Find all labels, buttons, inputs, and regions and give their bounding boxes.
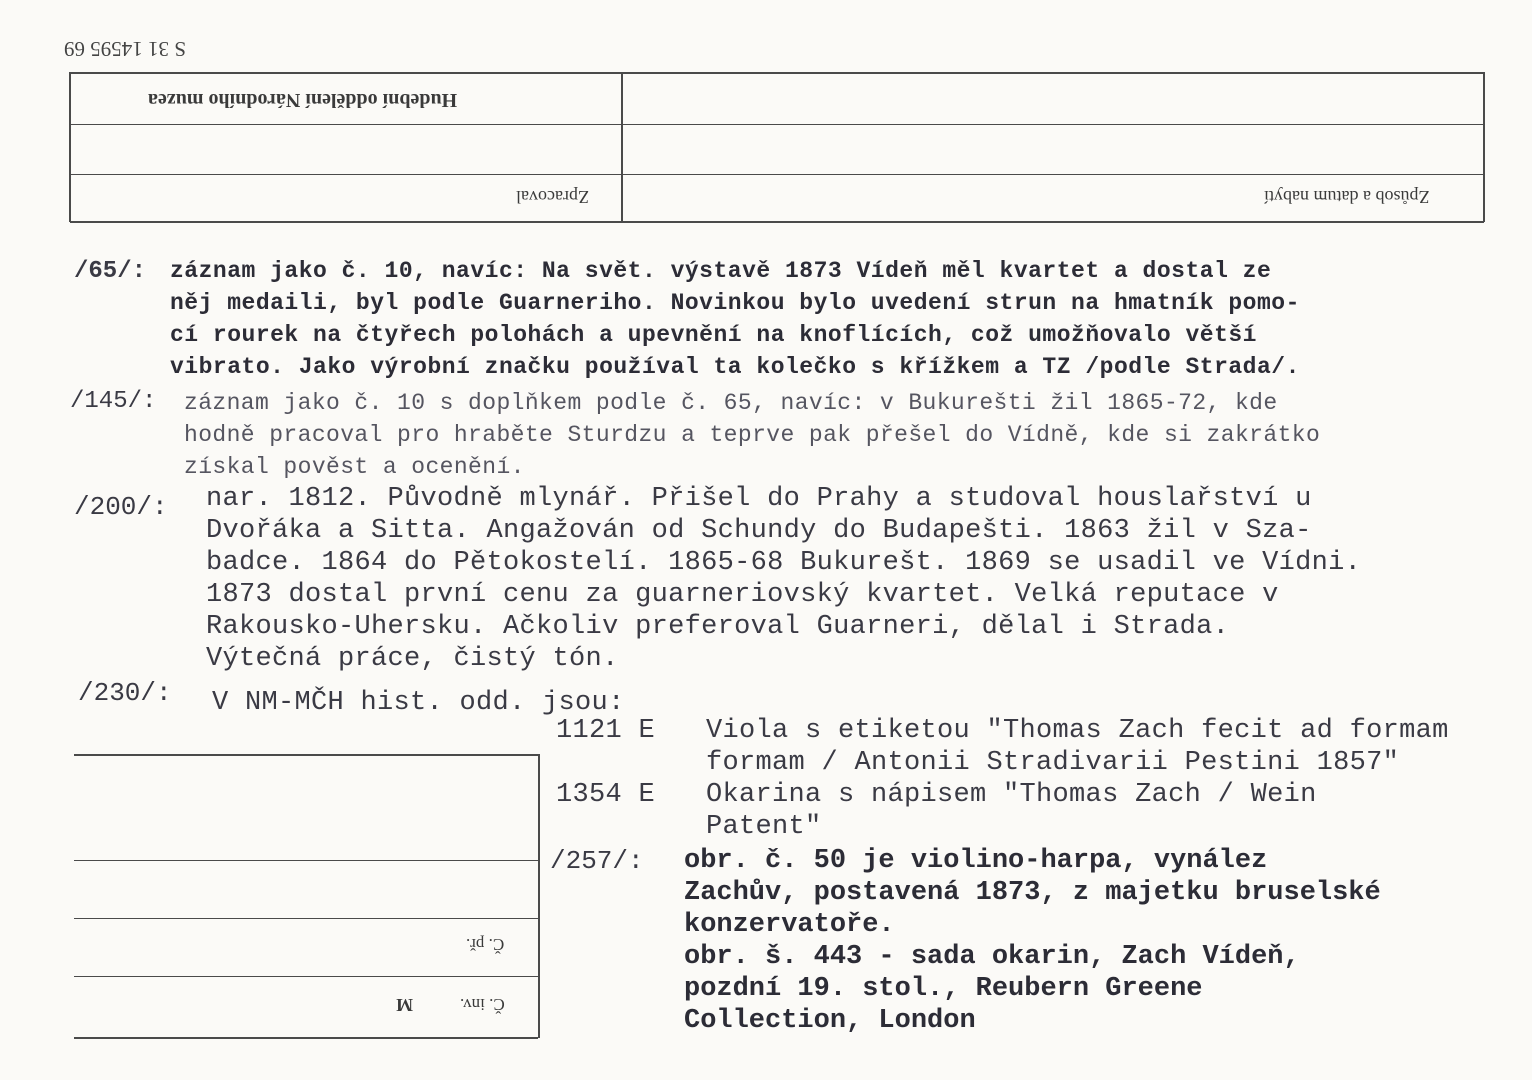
form-center-divider xyxy=(621,72,623,222)
box-right-border xyxy=(538,754,540,1038)
accession-number-label: Č. př. xyxy=(466,935,505,954)
item-line: formam / Antonii Stradivarii Pestini 1857" xyxy=(706,748,1400,778)
item-id: 1354 E xyxy=(556,780,656,810)
entry-ref: /230/: xyxy=(78,678,172,708)
entry-line: konzervatoře. xyxy=(684,910,895,940)
form-right-border xyxy=(1483,72,1485,222)
form-left-border xyxy=(69,72,71,222)
item-id: 1121 E xyxy=(556,716,656,746)
entry-line: záznam jako č. 10 s doplňkem podle č. 65, navíc: v Bukurešti žil 1865-72, kde xyxy=(184,390,1278,416)
entry-line: získal pověst a ocenění. xyxy=(184,454,525,480)
box-top-border xyxy=(74,754,538,756)
inventory-suffix: M xyxy=(396,995,413,1015)
entry-line: Collection, London xyxy=(684,1006,976,1036)
entry-line: hodně pracoval pro hraběte Sturdzu a teprve pak přešel do Vídně, kde si zakrátko xyxy=(184,422,1321,448)
entry-line: badce. 1864 do Pětokostelí. 1865-68 Bukurešt. 1869 se usadil ve Vídni. xyxy=(206,548,1362,578)
form-row-line-1 xyxy=(70,124,1484,125)
entry-line: 1873 dostal první cenu za guarneriovský kvartet. Velká reputace v xyxy=(206,580,1279,610)
entry-ref: /257/: xyxy=(550,846,644,876)
call-number: S 31 14595 69 xyxy=(64,37,186,61)
entry-line: pozdní 19. stol., Reubern Greene xyxy=(684,974,1203,1004)
inventory-number-label: Č. inv. xyxy=(460,995,505,1014)
entry-ref: /200/: xyxy=(74,492,168,522)
entry-line: Výtečná práce, čistý tón. xyxy=(206,644,619,674)
entry-line: V NM-MČH hist. odd. jsou: xyxy=(212,688,625,718)
entry-line: obr. č. 50 je violino-harpa, vynález xyxy=(684,846,1268,876)
entry-line: Rakousko-Uhersku. Ačkoliv preferoval Guarneri, dělal i Strada. xyxy=(206,612,1230,642)
entry-line: něj medaili, byl podle Guarneriho. Novinkou bylo uvedení strun na hmatník pomo- xyxy=(170,290,1300,316)
item-line: Viola s etiketou "Thomas Zach fecit ad formam xyxy=(706,716,1449,746)
box-row-line-3 xyxy=(74,976,538,977)
box-row-line-2 xyxy=(74,918,538,919)
item-line: Okarina s nápisem "Thomas Zach / Wein xyxy=(706,780,1317,810)
institution-label: Hudební oddělení Národního muzea xyxy=(148,89,458,111)
box-row-line-1 xyxy=(74,860,538,861)
entry-line: cí rourek na čtyřech polohách a upevnění na knoflících, což umožňovalo větší xyxy=(170,322,1257,348)
entry-ref: /145/: xyxy=(70,388,157,415)
entry-line: obr. š. 443 - sada okarin, Zach Vídeň, xyxy=(684,942,1300,972)
entry-line: Zachův, postavená 1873, z majetku bruselské xyxy=(684,878,1381,908)
entry-line: vibrato. Jako výrobní značku používal ta kolečko s křížkem a TZ /podle Strada/. xyxy=(170,354,1300,380)
entry-line: nar. 1812. Původně mlynář. Přišel do Prahy a studoval houslařství u xyxy=(206,484,1312,514)
entry-line: záznam jako č. 10, navíc: Na svět. výstavě 1873 Vídeň měl kvartet a dostal ze xyxy=(170,258,1272,284)
form-row-line-2 xyxy=(70,174,1484,175)
form-bottom-border xyxy=(70,221,1484,223)
form-top-border xyxy=(70,72,1484,74)
item-line: Patent" xyxy=(706,812,822,842)
processed-by-label: Zpracoval xyxy=(516,187,589,207)
entry-ref: /65/: xyxy=(74,258,147,285)
acquisition-label: Způsob a datum nabytí xyxy=(1264,187,1430,207)
entry-line: Dvořáka a Sitta. Angažován od Schundy do Budapešti. 1863 žil v Sza- xyxy=(206,516,1312,546)
box-bottom-border xyxy=(74,1037,538,1039)
